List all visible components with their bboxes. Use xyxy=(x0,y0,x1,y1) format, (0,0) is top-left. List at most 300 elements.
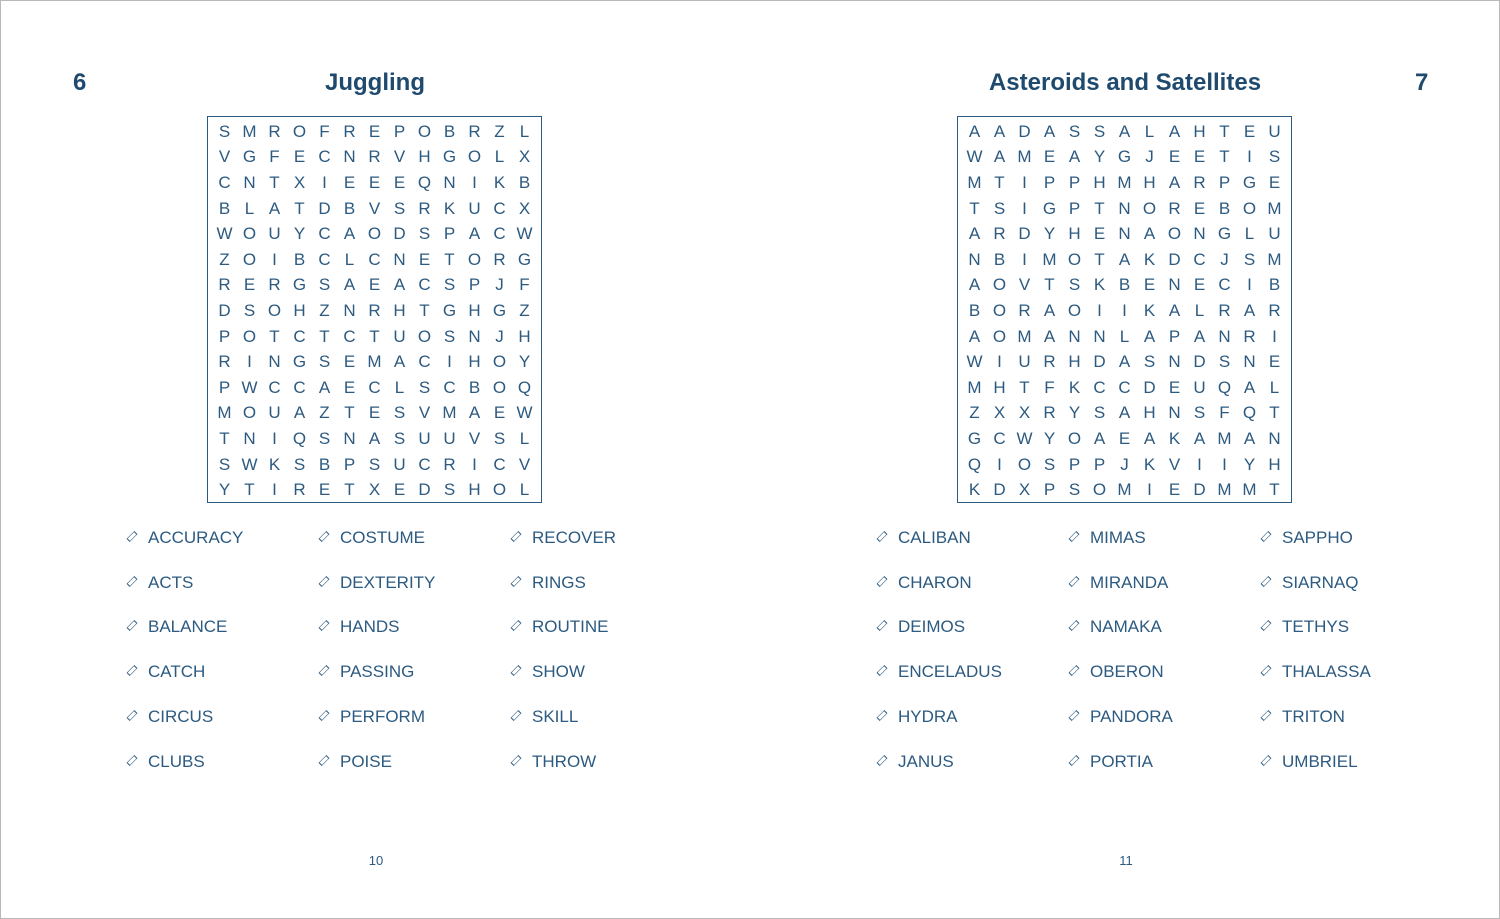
word-label: RINGS xyxy=(532,572,586,592)
grid-cell: H xyxy=(518,326,531,346)
grid-row xyxy=(212,170,537,196)
grid-cell: O xyxy=(492,352,507,372)
word-list-item xyxy=(317,752,392,772)
word-label: POISE xyxy=(340,751,392,771)
grid-cell: C xyxy=(443,377,456,397)
word-label: CLUBS xyxy=(148,751,205,771)
grid-cell: H xyxy=(1093,172,1106,192)
grid-cell: E xyxy=(1168,377,1181,397)
puzzle-number: 7 xyxy=(1415,69,1429,96)
grid-cell: O xyxy=(1142,198,1157,218)
grid-cell: H xyxy=(293,300,306,320)
grid-cell: I xyxy=(1097,300,1102,320)
word-label: ENCELADUS xyxy=(898,662,1002,682)
grid-cell: L xyxy=(519,121,530,141)
word-list-item xyxy=(509,707,578,727)
grid-cell: A xyxy=(368,428,381,448)
grid-cell: V xyxy=(1168,454,1181,474)
grid-cell: Z xyxy=(319,403,330,423)
grid-cell: T xyxy=(319,326,330,346)
word-label: SKILL xyxy=(532,706,579,726)
diamond-icon xyxy=(319,755,330,766)
grid-cell: B xyxy=(993,249,1006,269)
grid-cell: P xyxy=(468,275,481,295)
grid-cell: O xyxy=(1242,198,1257,218)
grid-cell: N xyxy=(1168,275,1181,295)
grid-cell: T xyxy=(419,300,430,320)
grid-cell: X xyxy=(518,198,531,218)
grid-cell: M xyxy=(1017,147,1032,167)
grid-cell: D xyxy=(1018,224,1031,244)
grid-row xyxy=(962,273,1287,299)
word-list-item xyxy=(1259,528,1353,548)
grid-cell: K xyxy=(493,172,506,192)
grid-cell: S xyxy=(318,428,331,448)
word-list-item xyxy=(317,617,400,637)
diamond-icon xyxy=(127,710,138,721)
word-list xyxy=(125,528,725,788)
diamond-icon xyxy=(127,576,138,587)
grid-cell: R xyxy=(1043,352,1056,372)
grid-cell: H xyxy=(468,300,481,320)
grid-cell: C xyxy=(1193,249,1206,269)
grid-cell: S xyxy=(1218,352,1231,372)
grid-cell: D xyxy=(1193,352,1206,372)
grid-cell: H xyxy=(1143,403,1156,423)
grid-cell: K xyxy=(1068,377,1081,397)
grid-cell: O xyxy=(1067,428,1082,448)
grid-cell: R xyxy=(268,121,281,141)
grid-cell: O xyxy=(242,249,257,269)
grid-row xyxy=(212,221,537,247)
grid-cell: A xyxy=(1143,326,1156,346)
grid-cell: G xyxy=(442,300,457,320)
grid-cell: E xyxy=(1193,147,1206,167)
grid-cell: P xyxy=(218,377,231,397)
word-list-item xyxy=(317,573,435,593)
grid-cell: P xyxy=(1068,198,1081,218)
grid-cell: G xyxy=(492,300,507,320)
word-label: MIMAS xyxy=(1090,528,1146,547)
grid-cell: S xyxy=(218,121,231,141)
grid-row xyxy=(212,196,537,222)
grid-cell: R xyxy=(368,300,381,320)
word-label: PANDORA xyxy=(1090,706,1173,726)
grid-cell: K xyxy=(1093,275,1106,295)
grid-cell: N xyxy=(343,147,356,167)
grid-cell: O xyxy=(1092,480,1107,500)
grid-cell: S xyxy=(393,403,406,423)
diamond-icon xyxy=(877,620,888,631)
grid-cell: S xyxy=(1068,275,1081,295)
grid-cell: B xyxy=(218,198,231,218)
word-label: HYDRA xyxy=(898,706,958,726)
diamond-icon xyxy=(127,531,138,542)
grid-cell: O xyxy=(492,480,507,500)
grid-cell: R xyxy=(468,121,481,141)
word-list-item xyxy=(875,573,972,593)
grid-cell: U xyxy=(443,428,456,448)
diamond-icon xyxy=(1069,755,1080,766)
diamond-icon xyxy=(1069,576,1080,587)
word-list-item xyxy=(875,528,971,548)
grid-row xyxy=(212,452,537,478)
grid-cell: T xyxy=(369,326,380,346)
word-label: TRITON xyxy=(1282,706,1345,726)
grid-cell: T xyxy=(1269,403,1280,423)
grid-cell: S xyxy=(493,428,506,448)
grid-cell: N xyxy=(1118,224,1131,244)
grid-cell: O xyxy=(1017,454,1032,474)
grid-row xyxy=(962,426,1287,452)
grid-cell: N xyxy=(1093,326,1106,346)
grid-cell: E xyxy=(393,172,406,192)
word-list-item xyxy=(125,528,243,548)
grid-cell: X xyxy=(368,480,381,500)
grid-cell: B xyxy=(468,377,481,397)
grid-cell: O xyxy=(417,121,432,141)
grid-cell: J xyxy=(495,275,504,295)
grid-cell: A xyxy=(343,224,356,244)
grid-cell: C xyxy=(293,326,306,346)
grid-cell: K xyxy=(1168,428,1181,448)
grid-cell: I xyxy=(997,454,1002,474)
diamond-icon xyxy=(319,620,330,631)
grid-cell: M xyxy=(967,377,982,397)
grid-cell: W xyxy=(241,377,258,397)
grid-cell: O xyxy=(292,121,307,141)
grid-cell: E xyxy=(1268,172,1281,192)
word-list-item xyxy=(509,573,586,593)
grid-cell: T xyxy=(1044,275,1055,295)
grid-cell: I xyxy=(472,172,477,192)
grid-cell: M xyxy=(1242,480,1257,500)
grid-cell: L xyxy=(244,198,255,218)
word-label: ACTS xyxy=(148,572,194,592)
word-label: ACCURACY xyxy=(148,528,244,547)
grid-cell: S xyxy=(1093,403,1106,423)
grid-cell: P xyxy=(1218,172,1231,192)
grid-cell: O xyxy=(242,403,257,423)
grid-cell: U xyxy=(1018,352,1031,372)
grid-cell: A xyxy=(1093,428,1106,448)
grid-cell: F xyxy=(519,275,530,295)
grid-cell: Q xyxy=(417,172,432,192)
grid-cell: Y xyxy=(518,352,531,372)
word-label: SAPPHO xyxy=(1282,528,1353,547)
grid-cell: R xyxy=(268,275,281,295)
grid-cell: G xyxy=(1042,198,1057,218)
grid-cell: Y xyxy=(218,480,231,500)
diamond-icon xyxy=(1261,620,1272,631)
grid-cell: L xyxy=(1119,326,1130,346)
grid-cell: D xyxy=(1143,377,1156,397)
grid-cell: E xyxy=(493,403,506,423)
grid-cell: I xyxy=(1147,480,1152,500)
grid-cell: V xyxy=(468,428,481,448)
grid-cell: C xyxy=(1093,377,1106,397)
grid-cell: I xyxy=(247,352,252,372)
grid-cell: C xyxy=(218,172,231,192)
word-list-item xyxy=(1067,528,1146,548)
word-label: HANDS xyxy=(340,617,400,637)
grid-cell: C xyxy=(418,275,431,295)
grid-cell: S xyxy=(243,300,256,320)
grid-row xyxy=(962,324,1287,350)
grid-cell: L xyxy=(519,428,530,448)
grid-cell: A xyxy=(1068,147,1081,167)
letter-grid xyxy=(957,116,1292,503)
grid-cell: S xyxy=(393,198,406,218)
grid-cell: M xyxy=(217,403,232,423)
grid-cell: A xyxy=(1143,428,1156,448)
grid-cell: G xyxy=(292,275,307,295)
grid-cell: K xyxy=(1143,454,1156,474)
grid-cell: C xyxy=(993,428,1006,448)
grid-cell: W xyxy=(216,224,233,244)
grid-cell: R xyxy=(418,198,431,218)
grid-cell: R xyxy=(1218,300,1231,320)
grid-cell: O xyxy=(992,275,1007,295)
grid-cell: O xyxy=(492,377,507,397)
grid-cell: D xyxy=(993,480,1006,500)
grid-row xyxy=(212,477,537,503)
grid-cell: O xyxy=(242,224,257,244)
diamond-icon xyxy=(1069,665,1080,676)
grid-cell: I xyxy=(1247,275,1252,295)
diamond-icon xyxy=(1261,576,1272,587)
grid-cell: M xyxy=(1117,172,1132,192)
grid-cell: E xyxy=(1118,428,1131,448)
grid-cell: D xyxy=(1193,480,1206,500)
diamond-icon xyxy=(511,710,522,721)
word-label: CATCH xyxy=(148,662,206,682)
word-label: COSTUME xyxy=(340,528,425,547)
grid-cell: E xyxy=(1243,121,1256,141)
diamond-icon xyxy=(877,531,888,542)
diamond-icon xyxy=(319,665,330,676)
grid-cell: R xyxy=(993,224,1006,244)
grid-cell: X xyxy=(993,403,1006,423)
grid-cell: A xyxy=(968,121,981,141)
grid-cell: I xyxy=(1272,326,1277,346)
grid-cell: G xyxy=(242,147,257,167)
grid-cell: C xyxy=(368,377,381,397)
grid-cell: C xyxy=(318,249,331,269)
grid-cell: E xyxy=(1268,352,1281,372)
word-label: JANUS xyxy=(898,751,954,771)
grid-cell: A xyxy=(1043,326,1056,346)
grid-cell: U xyxy=(393,454,406,474)
word-list-item xyxy=(125,707,213,727)
grid-cell: Q xyxy=(1217,377,1232,397)
grid-cell: A xyxy=(393,352,406,372)
grid-cell: I xyxy=(1222,454,1227,474)
word-label: TETHYS xyxy=(1282,617,1350,637)
grid-row xyxy=(962,196,1287,222)
word-list-item xyxy=(875,707,958,727)
grid-cell: A xyxy=(968,326,981,346)
grid-cell: T xyxy=(994,172,1005,192)
grid-cell: B xyxy=(1118,275,1131,295)
grid-cell: E xyxy=(1093,224,1106,244)
grid-cell: C xyxy=(418,352,431,372)
grid-cell: O xyxy=(417,326,432,346)
grid-cell: V xyxy=(1018,275,1031,295)
grid-cell: X xyxy=(1018,403,1031,423)
grid-cell: H xyxy=(1068,352,1081,372)
diamond-icon xyxy=(127,665,138,676)
grid-cell: B xyxy=(1268,275,1281,295)
grid-cell: S xyxy=(293,454,306,474)
grid-row xyxy=(212,298,537,324)
grid-row xyxy=(212,324,537,350)
grid-cell: H xyxy=(1268,454,1281,474)
page-number: 10 xyxy=(368,853,384,868)
grid-cell: D xyxy=(218,300,231,320)
grid-cell: A xyxy=(1243,377,1256,397)
word-list-item xyxy=(875,617,965,637)
word-list-item xyxy=(1067,573,1168,593)
grid-cell: W xyxy=(516,224,533,244)
diamond-icon xyxy=(511,576,522,587)
grid-cell: T xyxy=(344,403,355,423)
grid-row xyxy=(212,247,537,273)
word-label: CALIBAN xyxy=(898,528,971,547)
grid-cell: U xyxy=(268,403,281,423)
word-label: DEXTERITY xyxy=(340,572,436,592)
grid-cell: N xyxy=(1168,352,1181,372)
grid-row xyxy=(212,349,537,375)
grid-cell: E xyxy=(1168,147,1181,167)
grid-cell: D xyxy=(1018,121,1031,141)
grid-cell: N xyxy=(243,428,256,448)
grid-cell: A xyxy=(993,121,1006,141)
word-list-item xyxy=(125,617,227,637)
grid-cell: P xyxy=(218,326,231,346)
grid-cell: H xyxy=(468,352,481,372)
grid-cell: T xyxy=(294,198,305,218)
word-label: PERFORM xyxy=(340,706,425,726)
grid-cell: C xyxy=(343,326,356,346)
grid-cell: R xyxy=(1018,300,1031,320)
word-label: OBERON xyxy=(1090,662,1164,682)
grid-cell: Q xyxy=(517,377,532,397)
right-page xyxy=(751,1,1500,918)
grid-cell: J xyxy=(1220,249,1229,269)
grid-cell: O xyxy=(992,300,1007,320)
grid-cell: I xyxy=(997,352,1002,372)
grid-cell: N xyxy=(1268,428,1281,448)
grid-cell: A xyxy=(1118,121,1131,141)
grid-cell: I xyxy=(272,480,277,500)
grid-cell: P xyxy=(1068,172,1081,192)
diamond-icon xyxy=(877,755,888,766)
word-label: MIRANDA xyxy=(1090,572,1169,592)
grid-cell: P xyxy=(393,121,406,141)
grid-cell: T xyxy=(1219,121,1230,141)
grid-cell: B xyxy=(1218,198,1231,218)
diamond-icon xyxy=(319,531,330,542)
grid-cell: S xyxy=(1243,249,1256,269)
grid-cell: C xyxy=(493,198,506,218)
grid-cell: C xyxy=(268,377,281,397)
letter-grid xyxy=(207,116,542,503)
word-list-item xyxy=(1259,573,1359,593)
grid-cell: I xyxy=(1022,198,1027,218)
grid-cell: C xyxy=(368,249,381,269)
grid-cell: A xyxy=(393,275,406,295)
grid-cell: A xyxy=(1168,300,1181,320)
grid-cell: T xyxy=(244,480,255,500)
grid-cell: Q xyxy=(1242,403,1257,423)
grid-cell: M xyxy=(1042,249,1057,269)
grid-cell: E xyxy=(243,275,256,295)
grid-cell: F xyxy=(1219,403,1230,423)
grid-cell: P xyxy=(1093,454,1106,474)
grid-cell: N xyxy=(243,172,256,192)
grid-cell: N xyxy=(1118,198,1131,218)
grid-cell: C xyxy=(1218,275,1231,295)
grid-cell: A xyxy=(1043,300,1056,320)
word-list-item xyxy=(317,528,425,548)
grid-cell: B xyxy=(443,121,456,141)
grid-cell: U xyxy=(468,198,481,218)
grid-row xyxy=(962,375,1287,401)
grid-row xyxy=(962,298,1287,324)
grid-cell: K xyxy=(1143,300,1156,320)
grid-cell: O xyxy=(992,326,1007,346)
diamond-icon xyxy=(1069,710,1080,721)
grid-cell: A xyxy=(293,403,306,423)
grid-cell: H xyxy=(1068,224,1081,244)
grid-cell: R xyxy=(368,147,381,167)
grid-cell: C xyxy=(1118,377,1131,397)
grid-cell: T xyxy=(444,249,455,269)
grid-cell: W xyxy=(241,454,258,474)
grid-cell: L xyxy=(1244,224,1255,244)
word-label: DEIMOS xyxy=(898,617,966,637)
grid-cell: T xyxy=(1019,377,1030,397)
grid-cell: G xyxy=(1242,172,1257,192)
grid-cell: B xyxy=(518,172,531,192)
word-label: THALASSA xyxy=(1282,662,1371,682)
grid-cell: U xyxy=(393,326,406,346)
grid-cell: P xyxy=(1043,172,1056,192)
grid-cell: M xyxy=(1267,198,1282,218)
grid-row xyxy=(962,477,1287,503)
puzzle-number: 6 xyxy=(73,69,87,96)
grid-cell: W xyxy=(1016,428,1033,448)
grid-cell: I xyxy=(272,249,277,269)
grid-row xyxy=(212,426,537,452)
word-list-item xyxy=(509,528,616,548)
word-list-item xyxy=(509,662,585,682)
diamond-icon xyxy=(511,531,522,542)
diamond-icon xyxy=(1069,531,1080,542)
diamond-icon xyxy=(511,665,522,676)
grid-cell: N xyxy=(1243,352,1256,372)
grid-cell: D xyxy=(1093,352,1106,372)
grid-row xyxy=(962,349,1287,375)
grid-cell: V xyxy=(393,147,406,167)
grid-cell: L xyxy=(1269,377,1280,397)
grid-cell: T xyxy=(1219,147,1230,167)
grid-cell: D xyxy=(318,198,331,218)
grid-cell: T xyxy=(344,480,355,500)
grid-cell: I xyxy=(447,352,452,372)
grid-cell: M xyxy=(1117,480,1132,500)
